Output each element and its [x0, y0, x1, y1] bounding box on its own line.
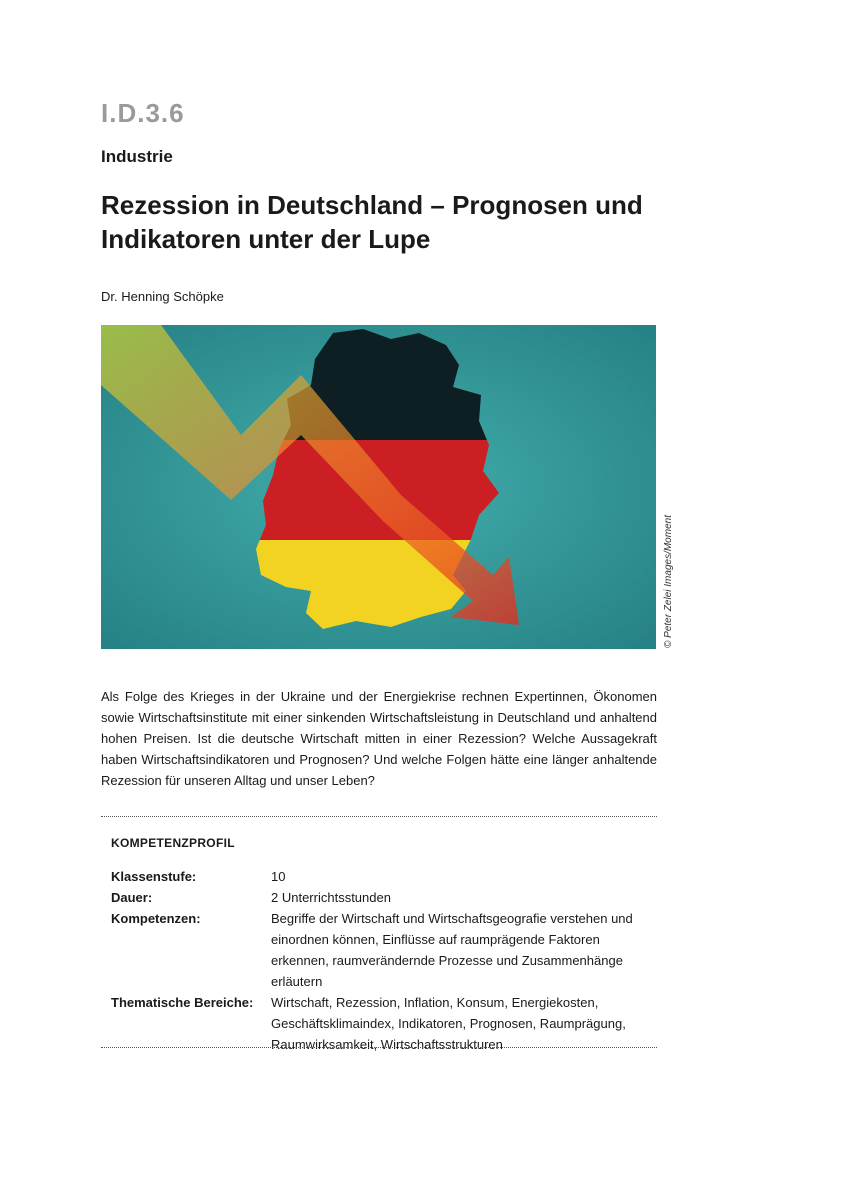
image-credit: © Peter Zelei Images/Moment	[663, 515, 674, 648]
title-line-2: Indikatoren unter der Lupe	[101, 224, 431, 254]
profile-label: Klassenstufe:	[111, 869, 197, 884]
profile-value: 2 Unterrichtsstunden	[271, 890, 391, 905]
germany-recession-illustration	[101, 325, 656, 649]
page-title	[101, 188, 701, 256]
profile-label: Kompetenzen:	[111, 911, 201, 926]
profile-row-duration	[111, 887, 651, 908]
hero-image	[101, 325, 656, 649]
profile-label: Thematische Bereiche:	[111, 995, 254, 1010]
profile-row-grade	[111, 866, 651, 887]
title-line-1: Rezession in Deutschland – Prognosen und	[101, 190, 643, 220]
profile-value: Wirtschaft, Rezession, Inflation, Konsum, Energiekosten, Geschäftsklimaindex, Indikatoren, Prognosen, Raumprägung, Raumwirksamkeit, Wirtschaftsstrukturen	[271, 995, 626, 1052]
document-code: I.D.3.6	[101, 98, 185, 128]
category-label: Industrie	[101, 147, 173, 166]
competence-profile-heading: KOMPETENZPROFIL	[111, 836, 235, 850]
profile-value: Begriffe der Wirtschaft und Wirtschaftsgeografie verstehen und einordnen können, Einflüsse auf raumprägende Faktoren erkennen, raumverändernde Prozesse und Zusammenhänge erläutern	[271, 911, 633, 989]
divider-top	[101, 816, 657, 817]
profile-row-competences	[111, 908, 651, 992]
profile-value: 10	[271, 869, 286, 884]
profile-row-topics	[111, 992, 651, 1055]
intro-text: Als Folge des Krieges in der Ukraine und der Energiekrise rechnen Expertinnen, Ökonomen sowie Wirtschaftsinstitute mit einer sinkenden Wirtschaftsleistung in Deutschland und anhaltend hohen Preisen. Ist die deutsche Wirtschaft mitten in einer Rezession? Welche Aussagekraft haben Wirtschaftsindikatoren und Prognosen? Und welche Folgen hätte eine länger anhaltende Rezession für unseren Alltag und unser Leben?	[101, 689, 657, 788]
competence-profile	[111, 866, 651, 1055]
author: Dr. Henning Schöpke	[101, 289, 224, 304]
divider-bottom	[101, 1047, 657, 1048]
profile-label: Dauer:	[111, 890, 153, 905]
